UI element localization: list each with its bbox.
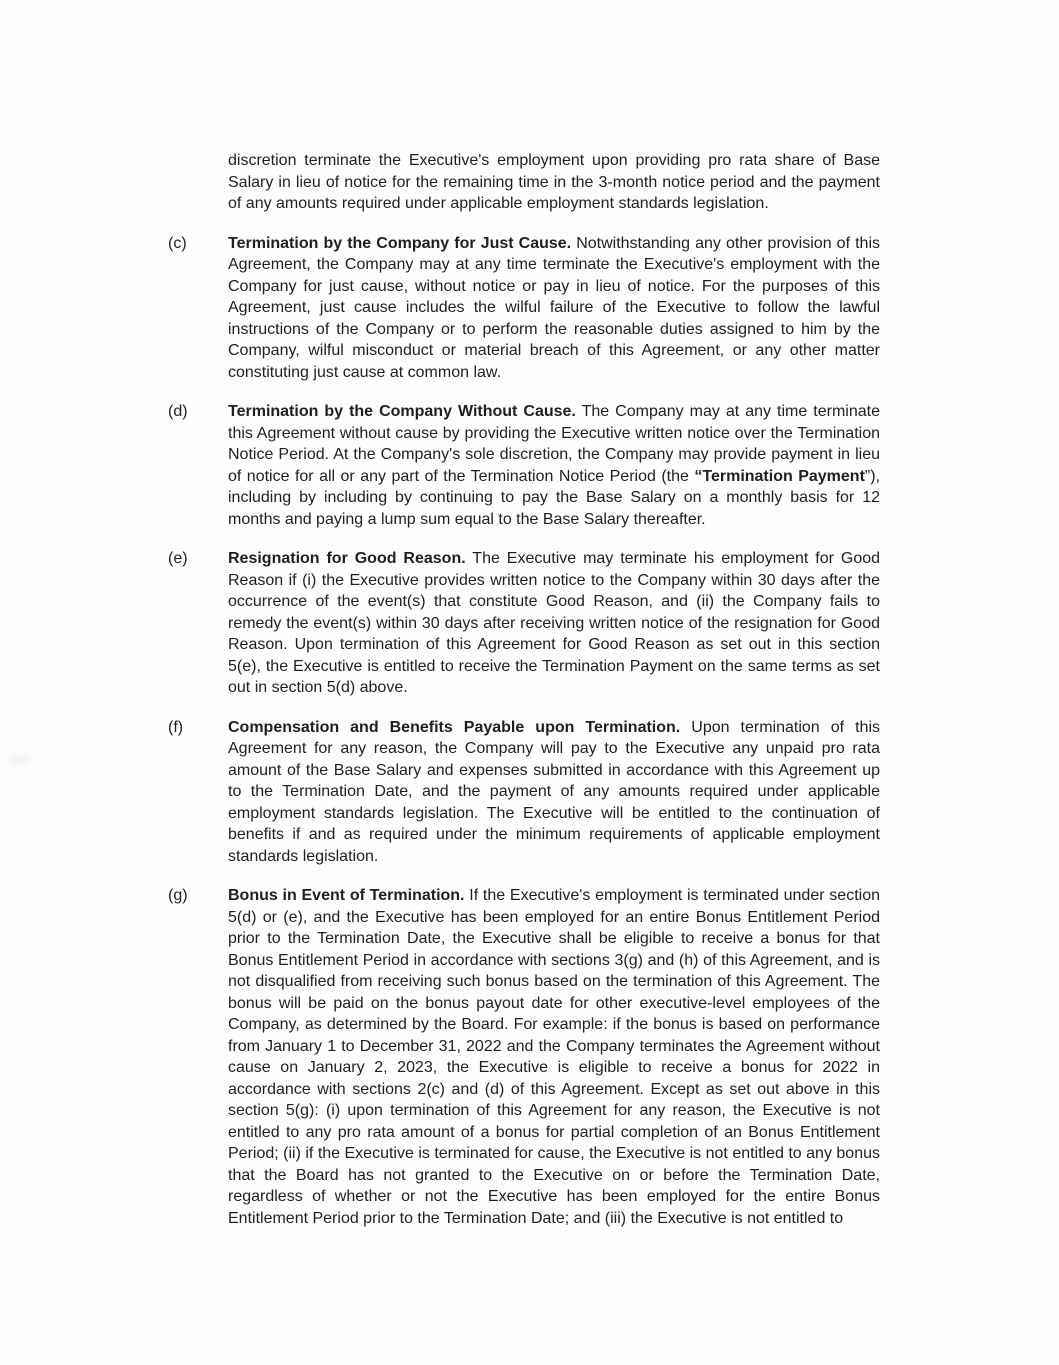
paragraph-continuation	[228, 150, 880, 215]
clause-c-text	[228, 233, 880, 384]
clause-g-body: If the Executive's employment is terminated under section 5(d) or (e), and the Executive has been employed for an entire Bonus Entitlement Period prior to the Termination Date, the Executive shall be eligible to receive a bonus for that Bonus Entitlement Period in accordance with sections 3(g) and (h) of this Agreement, and is not disqualified from receiving such bonus based on the termination of this Agreement. The bonus will be paid on the bonus payout date for other executive-level employees of the Company, as determined by the Board. For example: if the bonus is based on performance from January 1 to December 31, 2022 and the Company terminates the Agreement without cause on January 2, 2023, the Executive is eligible to receive a bonus for 2022 in accordance with sections 2(c) and (d) of this Agreement. Except as set out above in this section 5(g): (i) upon termination of this Agreement for any reason, the Executive is not entitled to any pro rata amount of a bonus for partial completion of an Bonus Entitlement Period; (ii) if the Executive is terminated for cause, the Executive is not entitled to any bonus that the Board has not granted to the Executive on or before the Termination Date, regardless of whether or not the Executive has been employed for the entire Bonus Entitlement Period prior to the Termination Date; and (iii) the Executive is not entitled to	[228, 887, 880, 1227]
clause-e-heading: Resignation for Good Reason.	[228, 550, 466, 567]
clause-e	[168, 548, 880, 699]
clause-e-label: (e)	[168, 550, 188, 567]
clause-e-body: The Executive may terminate his employment for Good Reason if (i) the Executive provides written notice to the Company within 30 days after the occurrence of the event(s) that constitute Good Reason, and (ii) the Company fails to remedy the event(s) within 30 days after receiving written notice of the resignation for Good Reason. Upon termination of this Agreement for Good Reason as set out in this section 5(e), the Executive is entitled to receive the Termination Payment on the same terms as set out in section 5(d) above.	[228, 550, 881, 696]
clause-d-defined-term: “Termination Payment	[694, 467, 865, 485]
clause-f	[168, 717, 880, 868]
page-content	[168, 150, 880, 1229]
clause-f-text	[228, 717, 880, 868]
clause-g-text	[228, 885, 880, 1229]
clause-c-label: (c)	[168, 234, 187, 252]
clause-c-heading: Termination by the Company for Just Cause.	[228, 234, 572, 252]
clause-c-body: Notwithstanding any other provision of this Agreement, the Company may at any time terminate the Executive's employment with the Company for just cause, without notice or pay in lieu of notice. For the purposes of this Agreement, just cause includes the wilful failure of the Executive to follow the lawful instructions of the Company or to perform the reasonable duties assigned to him by the Company, wilful misconduct or material breach of this Agreement, or any other matter constituting just cause at common law.	[228, 234, 880, 381]
clause-f-label: (f)	[168, 718, 184, 736]
clause-g-label: (g)	[168, 887, 188, 904]
clause-f-body: Upon termination of this Agreement for any reason, the Company will pay to the Executive any unpaid pro rata amount of the Base Salary and expenses submitted in accordance with this Agreement up to the Termination Date, and the payment of any amounts required under applicable employment standards legislation. The Executive will be entitled to the continuation of benefits if and as required under the minimum requirements of applicable employment standards legislation.	[228, 718, 881, 865]
continuation-text: discretion terminate the Executive's employment upon providing pro rata share of Base Salary in lieu of notice for the remaining time in the 3-month notice period and the payment of any amounts required under applicable employment standards legislation.	[228, 152, 880, 212]
clause-e-text	[228, 548, 880, 699]
clause-g	[168, 885, 880, 1229]
clause-d-body-before: The Company may at any time terminate this Agreement without cause by providing the Executive written notice over the Termination Notice Period. At the Company's sole discretion, the Company may provide payment in lieu of notice for all or any part of the Termination Notice Period (the	[228, 403, 880, 485]
clause-c	[168, 233, 880, 384]
clause-d-heading: Termination by the Company Without Cause.	[228, 403, 576, 420]
clause-f-heading: Compensation and Benefits Payable upon Termination.	[228, 718, 681, 736]
clause-d-label: (d)	[168, 403, 188, 420]
clause-d-text	[228, 401, 880, 530]
clause-d-body-after: ”), including by including by continuing to pay the Base Salary on a monthly basis for 12 months and paying a lump sum equal to the Base Salary thereafter.	[228, 467, 881, 528]
clause-g-heading: Bonus in Event of Termination.	[228, 887, 465, 904]
scan-artifact	[4, 750, 34, 770]
clause-d	[168, 401, 880, 530]
